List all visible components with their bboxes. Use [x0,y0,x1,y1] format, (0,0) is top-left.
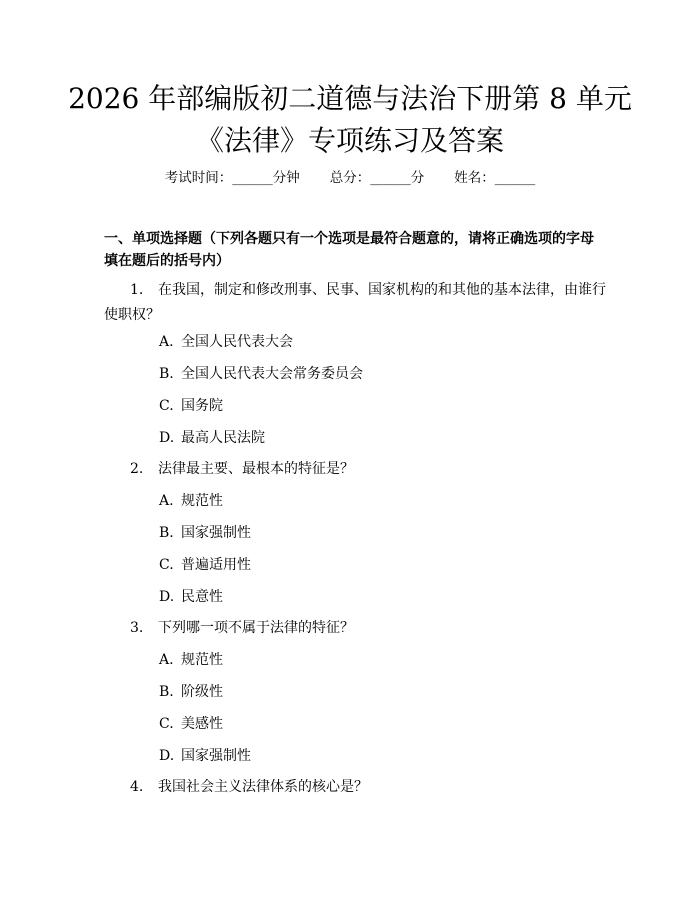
question-3 [104,616,612,641]
page-title [0,78,700,162]
option-letter: B. [159,684,174,700]
question-2-option-a [159,491,223,511]
option-text: 全国人民代表大会 [181,334,293,350]
option-text: 普遍适用性 [181,557,251,573]
option-text: 规范性 [181,493,223,509]
question-number: 4. [130,779,144,795]
option-text: 民意性 [181,589,223,605]
option-letter: C. [159,557,174,573]
question-3-option-d [159,746,251,766]
exam-info-line: 考试时间：______分钟 总分：______分 姓名：______ [164,170,536,186]
option-text: 全国人民代表大会常务委员会 [181,366,363,382]
option-text: 国家强制性 [181,525,251,541]
option-text: 阶级性 [181,684,223,700]
question-1-option-b [159,364,363,384]
option-letter: B. [159,525,174,541]
question-4 [104,775,612,800]
option-letter: C. [159,716,174,732]
option-text: 最高人民法院 [181,430,265,446]
option-text: 美感性 [181,716,223,732]
question-3-option-c [159,714,223,734]
question-2-option-d [159,587,223,607]
question-number: 3. [130,620,144,636]
question-text: 下列哪一项不属于法律的特征？ [158,620,354,636]
question-number: 1. [130,282,144,298]
option-letter: C. [159,398,174,414]
question-1-option-d [159,428,265,448]
option-letter: A. [159,493,174,509]
question-number: 2. [130,461,144,477]
title-line-1: 2026 年部编版初二道德与法治下册第 8 单元 [68,82,632,115]
option-letter: A. [159,334,174,350]
question-text: 法律最主要、最根本的特征是？ [158,461,354,477]
question-1-option-c [159,396,223,416]
section-heading: 一、单项选择题（下列各题只有一个选项是最符合题意的，请将正确选项的字母填在题后的括号内） [104,231,594,269]
question-1-option-a [159,332,293,352]
option-letter: D. [159,748,175,764]
question-2-option-c [159,555,251,575]
option-letter: B. [159,366,174,382]
question-text: 我国社会主义法律体系的核心是？ [158,779,368,795]
question-1 [104,278,612,328]
question-2-option-b [159,523,251,543]
option-letter: A. [159,652,174,668]
option-text: 国家强制性 [181,748,251,764]
option-text: 国务院 [181,398,223,414]
option-letter: D. [159,589,175,605]
option-letter: D. [159,430,175,446]
option-text: 规范性 [181,652,223,668]
title-line-2: 《法律》专项练习及答案 [195,124,504,157]
question-3-option-b [159,682,223,702]
question-text: 在我国，制定和修改刑事、民事、国家机构的和其他的基本法律，由谁行使职权？ [104,282,606,323]
question-2 [104,457,612,482]
question-3-option-a [159,650,223,670]
